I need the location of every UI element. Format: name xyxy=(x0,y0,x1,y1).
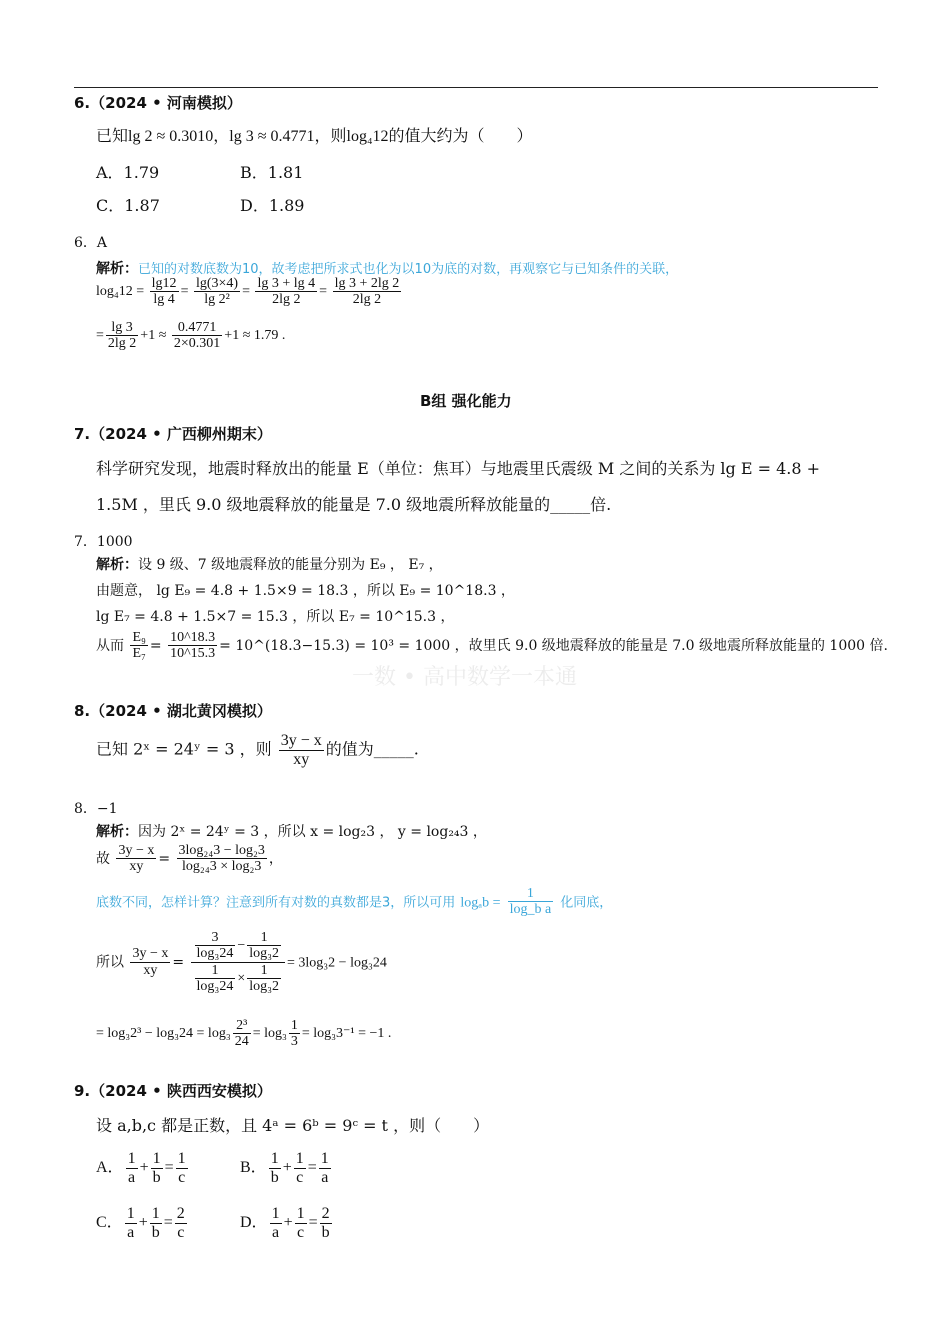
denominator: xy xyxy=(293,750,310,768)
q8-s3-pre: 所以 xyxy=(96,954,124,971)
denominator: log₃24 xyxy=(196,946,234,962)
solution-label: 解析： xyxy=(96,261,138,277)
fraction xyxy=(106,320,138,352)
fraction xyxy=(151,1150,163,1186)
q6-solution-line-1: log₄12 = $\frac{\lg 12}{\lg 4}$ = $\frac{\lg(3\times 4)}{\text{lg 2²}}$ = $\frac{\lg 3 + \lg 4}{2\lg 2}$ = $\frac{\lg 3 + 2\lg 2}{2\lg 2}$ xyxy=(96,276,400,308)
denominator: log_b a xyxy=(509,902,552,918)
fraction xyxy=(130,630,147,662)
fraction xyxy=(195,963,236,995)
denominator: c xyxy=(296,1168,304,1186)
denominator: xy xyxy=(143,962,158,978)
fraction xyxy=(508,886,554,918)
denominator: lg 4 xyxy=(153,292,175,308)
q8-s1: 因为 2ˣ = 24ʸ = 3 ，所以 x = log₂3 ， y = log₂₄3 ， xyxy=(138,824,487,840)
fraction xyxy=(194,276,240,308)
q7-heading: 7.（2024 • 广西柳州期末） xyxy=(74,425,272,443)
q9-option-c: C． $\frac{1}{a}$ + $\frac{1}{b}$ = $\frac{2}{c}$ xyxy=(96,1205,185,1241)
q7-s4-pre: 从而 xyxy=(96,637,124,654)
q6-stem-math: lg 2 ≈ 0.3010 xyxy=(128,128,214,145)
denominator: 2lg 2 xyxy=(107,336,137,352)
q7-answer: 7．1000 xyxy=(74,534,133,550)
q8-s2-pre: 故 xyxy=(96,850,110,867)
q9-option-a: A． $\frac{1}{a}$ + $\frac{1}{b}$ = $\frac{1}{c}$ xyxy=(96,1150,186,1186)
q7-solution-line-4: 从而 $\frac{\text{E₉}}{\text{E₇}}$ = $\frac{10\^{}18.3}{10\^{}15.3}$ = 10^(18.3−15.3) = 10³ = 1000 ，故里氏 9.0 级地震释放的能量是 7.0 级地震所释放能量的 1000 倍. xyxy=(96,630,888,662)
q8-stem-pre: 已知 2ˣ = 24ʸ = 3 ，则 xyxy=(96,739,272,759)
denominator: 2lg 2 xyxy=(272,292,301,308)
numerator: 1 xyxy=(247,963,281,979)
q6-option-b: B．1.81 xyxy=(240,163,304,182)
numerator: lg12 xyxy=(151,276,177,291)
fraction xyxy=(150,1205,162,1241)
q8-s4-mid: = log₃ xyxy=(252,1026,287,1042)
fraction xyxy=(130,946,170,978)
numerator: 1 xyxy=(271,1205,280,1222)
q7-solution-line-3: lg E₇ = 4.8 + 1.5×7 = 15.3 ，所以 E₇ = 10^15.3 ， xyxy=(96,609,455,625)
denominator: c xyxy=(178,1168,186,1186)
option-label: C． xyxy=(96,1213,123,1231)
q8-solution-line-2: 故 $\frac{3y - x}{xy}$ = $\frac{\text{3log₂₄3 − log₂3}}{\text{log₂₄3 × log₂3}}$ ， xyxy=(96,843,283,875)
q6-stem-math: lg 3 ≈ 0.4771 xyxy=(229,128,315,145)
fraction xyxy=(255,276,317,308)
q7-solution-line-1 xyxy=(96,554,443,574)
numerator: lg 3 + lg 4 xyxy=(257,276,316,291)
numerator: 3y − x xyxy=(132,946,169,962)
fraction xyxy=(333,276,402,308)
q8-stem xyxy=(96,732,419,768)
q6-hint: 已知的对数底数为10，故考虑把所求式也化为以10为底的对数，再观察它与已知条件的关联， xyxy=(138,262,679,277)
q6-stem-text: 的值大约为（ ） xyxy=(388,126,533,145)
compound-denominator: $\frac{1}{\text{log₃24}}$ × $\frac{1}{\text{log₃2}}$ xyxy=(196,962,280,995)
numerator: 1 xyxy=(290,1018,298,1033)
numerator: lg(3×4) xyxy=(195,276,239,291)
fraction xyxy=(294,1150,306,1186)
numerator: 2³ xyxy=(233,1018,251,1034)
numerator: 2 xyxy=(321,1205,330,1222)
q8-solution-line-1 xyxy=(96,821,487,841)
numerator: 1 xyxy=(127,1150,136,1167)
q6-l2-end: +1 ≈ 1.79 . xyxy=(224,328,286,344)
numerator: 1 xyxy=(296,1205,305,1222)
denominator: lg 2² xyxy=(204,292,230,308)
option-label: A． xyxy=(96,1158,124,1176)
numerator: 1 xyxy=(508,886,554,902)
denominator: 3 xyxy=(290,1034,298,1050)
fraction xyxy=(175,1205,187,1241)
q8-heading: 8.（2024 • 湖北黄冈模拟） xyxy=(74,702,272,720)
numerator: 3log₂₄3 − log₂3 xyxy=(178,843,265,858)
q6-answer: 6．A xyxy=(74,235,108,251)
denominator: 2×0.301 xyxy=(173,336,221,352)
option-label: D． xyxy=(240,1213,268,1231)
fraction xyxy=(247,963,281,995)
q8-s2-post: ， xyxy=(268,850,283,867)
numerator: 1 xyxy=(247,930,281,946)
denominator: a xyxy=(272,1223,280,1241)
fraction xyxy=(320,1205,332,1241)
fraction xyxy=(126,1150,138,1186)
watermark: 一数 • 高中数学一本通 xyxy=(352,665,577,690)
numerator: 1 xyxy=(270,1150,279,1167)
fraction xyxy=(295,1205,307,1241)
denominator: a xyxy=(127,1223,135,1241)
q8-answer: 8．−1 xyxy=(74,801,118,817)
q7-stem-line-1: 科学研究发现，地震时释放出的能量 E（单位：焦耳）与地震里氏震级 M 之间的关系为 lg E = 4.8 + xyxy=(96,459,821,478)
q9-stem: 设 a,b,c 都是正数，且 4ᵃ = 6ᵇ = 9ᶜ = t ，则（ ） xyxy=(96,1116,490,1135)
fraction xyxy=(172,320,222,352)
group-b-title: B组 强化能力 xyxy=(420,392,512,410)
denominator: log₃2 xyxy=(249,979,280,995)
fraction xyxy=(279,732,324,768)
fraction xyxy=(247,930,281,962)
numerator: 1 xyxy=(152,1150,161,1167)
denominator: c xyxy=(297,1223,305,1241)
q8-s3-post: = 3log₃2 − log₃24 xyxy=(287,955,387,971)
header-rule xyxy=(74,87,878,88)
numerator: 1 xyxy=(151,1205,160,1222)
q6-heading: 6.（2024 • 河南模拟） xyxy=(74,94,242,112)
denominator: log₂₄3 × log₂3 xyxy=(182,859,262,875)
q6-l2-mid: +1 ≈ xyxy=(140,328,167,344)
numerator: 0.4771 xyxy=(172,320,222,336)
q8-hint-math: logₐb = xyxy=(460,895,501,911)
q6-option-d: D．1.89 xyxy=(240,196,305,215)
numerator: 1 xyxy=(195,963,236,979)
q6-l1-lhs: log₄12 = xyxy=(96,284,145,300)
numerator: 3y − x xyxy=(118,843,155,858)
q9-heading: 9.（2024 • 陕西西安模拟） xyxy=(74,1082,272,1100)
fraction xyxy=(125,1205,137,1241)
numerator: lg 3 xyxy=(106,320,138,336)
numerator: 1 xyxy=(126,1205,135,1222)
denominator: log₃2 xyxy=(249,946,280,962)
q8-solution-line-4 xyxy=(96,1018,391,1050)
numerator: 1 xyxy=(295,1150,304,1167)
q6-option-c: C．1.87 xyxy=(96,196,160,215)
denominator: E₇ xyxy=(132,646,146,662)
denominator: 10^15.3 xyxy=(170,646,216,662)
q8-hint: 底数不同，怎样计算？注意到所有对数的真数都是3，所以可用 xyxy=(96,895,456,911)
q6-option-a: A．1.79 xyxy=(96,163,160,182)
numerator: E₉ xyxy=(132,630,146,645)
fraction xyxy=(233,1018,251,1050)
fraction xyxy=(168,630,217,662)
denominator: c xyxy=(177,1223,185,1241)
q7-stem-line-2: 1.5M ，里氏 9.0 级地震释放的能量是 7.0 级地震所释放能量的_____倍. xyxy=(96,495,612,514)
fraction xyxy=(289,1018,300,1050)
compound-fraction xyxy=(191,930,285,995)
q8-stem-post: 的值为_____. xyxy=(325,739,419,759)
denominator: a xyxy=(321,1168,329,1186)
q9-option-b: B． $\frac{1}{b}$ + $\frac{1}{c}$ = $\frac{1}{a}$ xyxy=(240,1150,329,1186)
q7-s1: 设 9 级、7 级地震释放的能量分别为 E₉ ， E₇ ， xyxy=(138,557,443,573)
numerator: 3y − x xyxy=(280,732,322,749)
solution-label: 解析： xyxy=(96,824,138,840)
denominator: b xyxy=(270,1168,279,1186)
fraction xyxy=(176,1150,188,1186)
q8-solution-line-3: 所以 $\frac{3y - x}{xy}$ = $\frac{3}{\text{log₃24}}$ − $\frac{1}{\text{log₃2}}$ $\frac{1}{\text{log₃24}}$ × $\frac{1}{\text{log₃2}}$ = 3log₃2 − log₃24 xyxy=(96,930,387,995)
option-label: B． xyxy=(240,1158,267,1176)
fraction xyxy=(319,1150,331,1186)
denominator: 2lg 2 xyxy=(352,292,382,308)
q6-stem-math: log₄12 xyxy=(346,128,389,145)
q7-s4-post: = 10^(18.3−15.3) = 10³ = 1000 ，故里氏 9.0 级地震释放的能量是 7.0 级地震所释放能量的 1000 倍. xyxy=(219,637,888,654)
denominator: a xyxy=(128,1168,136,1186)
q6-stem-text: ， xyxy=(213,126,230,145)
q8-hint-line xyxy=(96,886,612,918)
q6-stem-text: ，则 xyxy=(314,126,347,145)
fraction xyxy=(116,843,156,875)
q9-option-d: D． $\frac{1}{a}$ + $\frac{1}{c}$ = $\frac{2}{b}$ xyxy=(240,1205,330,1241)
numerator: 2 xyxy=(176,1205,185,1222)
q6-solution-line-2: = $\frac{\lg 3}{2\lg 2}$ +1 ≈ $\frac{0.4771}{2\times 0.301}$ +1 ≈ 1.79 . xyxy=(96,320,286,352)
denominator: b xyxy=(321,1223,330,1241)
fraction xyxy=(177,843,267,875)
q7-solution-line-2: 由题意， lg E₉ = 4.8 + 1.5×9 = 18.3 ，所以 E₉ = 10^18.3 ， xyxy=(96,583,515,599)
q8-s4-post: = log₃3⁻¹ = −1 . xyxy=(301,1026,392,1042)
fraction xyxy=(150,276,179,308)
fraction xyxy=(195,930,236,962)
solution-label: 解析： xyxy=(96,557,138,573)
denominator: xy xyxy=(129,859,144,875)
numerator: 10^18.3 xyxy=(170,630,216,645)
q6-stem xyxy=(96,123,533,146)
compound-numerator: $\frac{3}{\text{log₃24}}$ − $\frac{1}{\text{log₃2}}$ xyxy=(191,930,285,963)
q6-stem-text: 已知 xyxy=(96,126,129,145)
denominator: log₃24 xyxy=(196,979,234,995)
denominator: b xyxy=(151,1223,160,1241)
fraction xyxy=(269,1150,281,1186)
numerator: 1 xyxy=(320,1150,329,1167)
q6-solution-hint-line xyxy=(96,258,678,278)
numerator: 1 xyxy=(177,1150,186,1167)
numerator: 3 xyxy=(195,930,236,946)
q8-hint-post: 化同底， xyxy=(560,895,613,911)
q8-s4-pre: = log₃2³ − log₃24 = log₃ xyxy=(96,1026,231,1042)
numerator: lg 3 + 2lg 2 xyxy=(334,276,400,291)
denominator: b xyxy=(152,1168,161,1186)
fraction xyxy=(270,1205,282,1241)
denominator: 24 xyxy=(234,1034,249,1050)
